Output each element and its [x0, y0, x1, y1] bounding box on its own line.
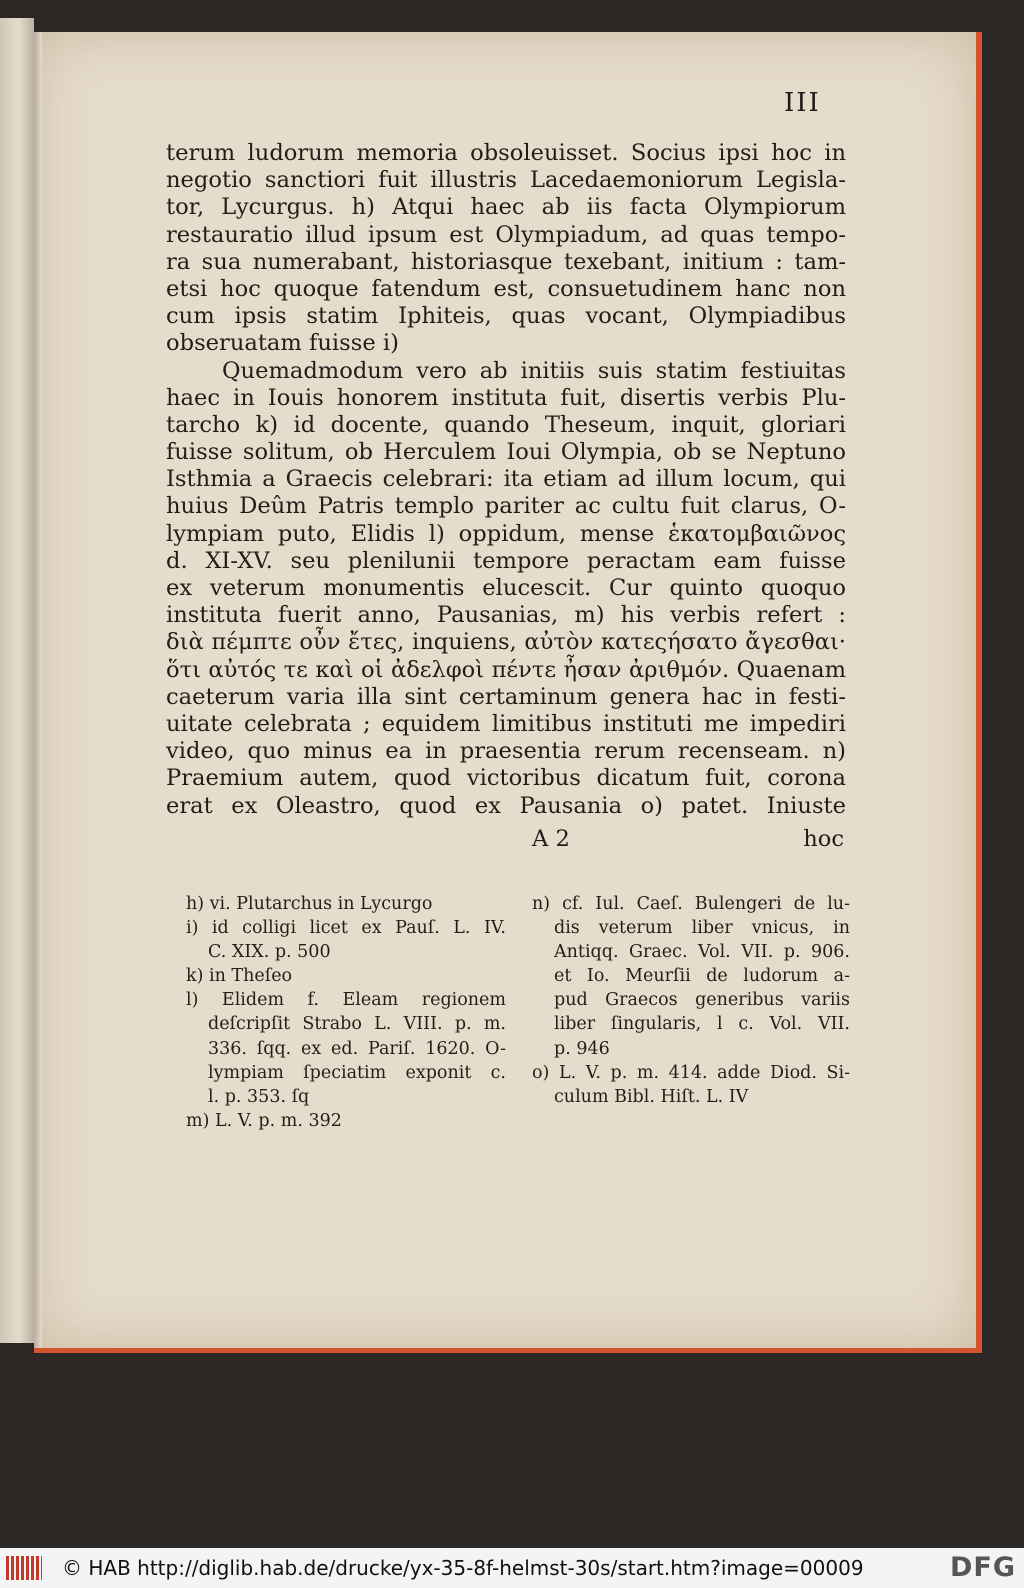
text-line: huius Deûm Patris templo pariter ac cultu fuit clarus, O- — [166, 493, 846, 520]
text-line: caeterum varia illa sint certaminum genera hac in festi- — [166, 683, 846, 710]
text-line: lympiam puto, Elidis l) oppidum, mense ἑκατομβαιῶνος — [166, 520, 846, 547]
footnote-line: o) L. V. p. m. 414. adde Diod. Si- — [532, 1062, 850, 1083]
signature-mark: A 2 — [532, 826, 570, 852]
footnote-line: l) Elidem f. Eleam regionem — [186, 990, 506, 1011]
text-line: cum ipsis statim Iphiteis, quas vocant, Olympiadibus — [166, 303, 846, 330]
footnote-line: pud Graecos generibus variis — [554, 990, 850, 1011]
text-line: ὅτι αὐτός τε καὶ οἱ ἀδελφοὶ πέντε ἦσαν ἀριθμόν. Quaenam — [166, 656, 846, 683]
text-line: video, quo minus ea in praesentia rerum recenseam. n) — [166, 738, 846, 765]
footnote-line: n) cf. Iul. Caeſ. Bulengeri de lu- — [532, 894, 850, 914]
text-line: etsi hoc quoque fatendum est, consuetudinem hanc non — [166, 275, 846, 302]
text-line: διὰ πέμπτε οὖν ἔτες, inquiens, αὐτὸν κατεςήσατο ἄγεσθαι· — [166, 629, 846, 656]
footnote-line: lympiam ſpeciatim exponit c. — [208, 1062, 506, 1083]
footnote-line: liber ſingularis, l c. Vol. VII. — [554, 1014, 850, 1035]
footnote-line: k) in Theſeo — [186, 966, 293, 987]
text-line: fuisse solitum, ob Herculem Ioui Olympia, ob se Neptuno — [166, 439, 846, 466]
footnotes-left — [186, 892, 506, 1133]
text-line: instituta fuerit anno, Pausanias, m) his verbis refert : — [166, 602, 846, 629]
dfg-logo: DFG — [949, 1552, 1016, 1583]
page-number: III — [784, 88, 821, 118]
text-line: uitate celebrata ; equidem limitibus instituti me impediri — [166, 710, 846, 737]
text-line: obseruatam fuisse i) — [166, 330, 399, 357]
source-credit-link[interactable]: © HAB http://diglib.hab.de/drucke/yx-35-8f-helmst-30s/start.htm?image=00009 — [62, 1556, 864, 1580]
text-line: terum ludorum memoria obsoleuisset. Socius ipsi hoc in — [166, 140, 846, 166]
footnote-line: deſcripſit Strabo L. VIII. p. m. — [208, 1014, 506, 1035]
signature-line — [166, 826, 846, 853]
main-text — [166, 140, 846, 820]
footnote-line: p. 946 — [554, 1038, 610, 1059]
footnote-line: m) L. V. p. m. 392 — [186, 1110, 342, 1131]
footnote-line: culum Bibl. Hiſt. L. IV — [554, 1086, 749, 1107]
footnote-line: dis veterum liber vnicus, in — [554, 918, 850, 939]
catchword: hoc — [803, 826, 844, 852]
text-line: d. XI-XV. seu plenilunii tempore peractam eam fuisse — [166, 547, 846, 574]
barcode-icon — [6, 1556, 42, 1580]
footnote-line: i) id colligi licet ex Pauſ. L. IV. — [186, 918, 506, 939]
text-line: ex veterum monumentis elucescit. Cur quinto quoquo — [166, 575, 846, 601]
text-line: restauratio illud ipsum est Olympiadum, ad quas tempo- — [166, 221, 846, 248]
text-line: negotio sanctiori fuit illustris Lacedaemoniorum Legisla- — [166, 167, 846, 194]
text-line: tarcho k) id docente, quando Theseum, inquit, gloriari — [166, 411, 846, 438]
footnote-line: et Io. Meurſii de ludorum a- — [554, 966, 850, 987]
text-line: Quemadmodum vero ab initiis suis statim festiuitas — [222, 357, 846, 384]
text-line: Praemium autem, quod victoribus dicatum fuit, corona — [166, 765, 846, 792]
text-line: Isthmia a Graecis celebrari: ita etiam ad illum locum, qui — [166, 466, 846, 493]
footnote-line: h) vi. Plutarchus in Lycurgo — [186, 894, 433, 914]
footnote-line: C. XIX. p. 500 — [208, 942, 331, 963]
footer-bar — [0, 1548, 1024, 1588]
footnotes-right — [532, 892, 850, 1109]
text-line: haec in Iouis honorem instituta fuit, disertis verbis Plu- — [166, 384, 846, 411]
facing-page-edge — [0, 18, 34, 1343]
footnote-line: l. p. 353. ſq — [208, 1086, 310, 1107]
text-line: ra sua numerabant, historiasque texebant, initium : tam- — [166, 248, 846, 275]
text-line: erat ex Oleastro, quod ex Pausania o) patet. Iniuste — [166, 792, 846, 819]
text-line: tor, Lycurgus. h) Atqui haec ab iis facta Olympiorum — [166, 194, 846, 221]
page-gutter — [34, 32, 42, 1348]
footnote-line: Antiqq. Graec. Vol. VII. p. 906. — [554, 942, 850, 963]
footnote-line: 336. ſqq. ex ed. Pariſ. 1620. O- — [208, 1038, 506, 1059]
